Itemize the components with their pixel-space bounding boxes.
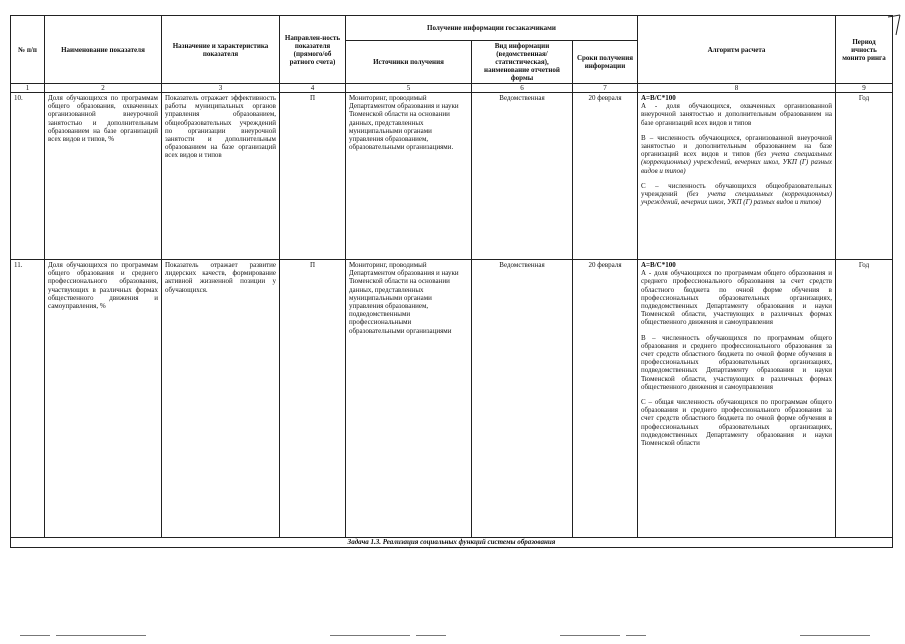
- column-number: 3: [162, 84, 280, 93]
- algorithm-b: [641, 134, 832, 175]
- indicator-direction: П: [280, 260, 346, 538]
- header-period: Период ичность монито ринга: [836, 16, 893, 84]
- column-number: 1: [11, 84, 45, 93]
- task-row: [11, 538, 893, 548]
- info-deadline: 20 февраля: [573, 93, 638, 260]
- indicator-purpose: Показатель отражает эффективность работы муниципальных органов управления образованием, общеобразовательных учреждений по организации внеурочной занятости и дополнительным образованием на базе организаций всех видов и типов: [162, 93, 280, 260]
- scan-artifact: [800, 626, 876, 634]
- column-number: 2: [45, 84, 162, 93]
- indicator-purpose: Показатель отражает развитие лидерских качеств, формирование активной жизненной позиции у обучающихся.: [162, 260, 280, 538]
- info-source: Мониторинг, проводимый Департаментом образования и науки Тюменской области на основании данных, представленных муниципальными органами управления образованием, подведомственными профессиональными образовательными организациями: [346, 260, 472, 538]
- algorithm-c: [641, 182, 832, 207]
- algorithm-c-note: (без учета специальных (коррекционных) учреждений, вечерних школ, УКП (Г) разных видов и типов): [641, 190, 832, 207]
- table-row: [11, 260, 893, 538]
- monitoring-period: Год: [836, 93, 893, 260]
- row-number: 10.: [11, 93, 45, 260]
- column-number: 7: [573, 84, 638, 93]
- header-purpose: Назначение и характеристика показателя: [162, 16, 280, 84]
- header-num: № п/п: [11, 16, 45, 84]
- info-type: Ведомственная: [472, 260, 573, 538]
- header-deadline: Сроки получения информации: [573, 41, 638, 84]
- column-number: 5: [346, 84, 472, 93]
- algorithm-a: А - доля обучающихся, охваченных организованной внеурочной занятостью и дополнительным образованием на базе организаций всех видов и типов: [641, 102, 832, 127]
- header-algorithm: Алгоритм расчета: [638, 16, 836, 84]
- header-info-group: Получение информации госзаказчиками: [346, 16, 638, 41]
- algorithm-c: С – общая численность обучающихся по программам общего образования и среднего профессионального образования за счет средств областного бюджета по очной форме обучения в профессиональных образовательных организациях, подведомственных Департаменту образования и науки Тюменской области: [641, 398, 832, 448]
- info-type: Ведомственная: [472, 93, 573, 260]
- calculation-algorithm: [638, 93, 836, 260]
- monitoring-period: Год: [836, 260, 893, 538]
- scan-artifact: [330, 626, 452, 634]
- algorithm-c-text: С – численность обучающихся общеобразовательных учреждений: [641, 181, 832, 199]
- info-source: Мониторинг, проводимый Департаментом образования и науки Тюменской области на основании данных, представленных муниципальными органами управления образованием, образовательными организациями.: [346, 93, 472, 260]
- table-row: [11, 93, 893, 260]
- column-number: 6: [472, 84, 573, 93]
- indicator-name: Доля обучающихся по программам общего образования и среднего профессионального образования, участвующих в различных формах общественного движения и самоуправления, %: [45, 260, 162, 538]
- header-info-type: Вид информации (ведомственная/ статистическая), наименование отчетной формы: [472, 41, 573, 84]
- algorithm-b: В – численность обучающихся по программам общего образования и среднего профессионального образования за счет средств областного бюджета по очной форме обучения в профессиональных образовательных организациях, подведомственных Департаменту образования и науки Тюменской области, участвующих в различных формах общественного движения и самоуправления: [641, 333, 832, 391]
- algorithm-a: А - доля обучающихся по программам общего образования и среднего профессионального образования за счет средств областного бюджета по очной форме обучения в профессиональных образовательных организациях, подведомственных Департаменту образования и науки Тюменской области, участвующих в различных формах общественного движения и самоуправления: [641, 269, 832, 327]
- header-source: Источники получения: [346, 41, 472, 84]
- column-number: 4: [280, 84, 346, 93]
- column-number: 8: [638, 84, 836, 93]
- header-name: Наименование показателя: [45, 16, 162, 84]
- info-deadline: 20 февраля: [573, 260, 638, 538]
- scan-artifact: [560, 626, 652, 634]
- calculation-algorithm: [638, 260, 836, 538]
- algorithm-b-text: В – численность обучающихся, организованной внеурочной занятостью и дополнительным образованием на базе организаций всех видов и типов: [641, 133, 832, 159]
- column-number-row: [11, 84, 893, 93]
- indicator-name: Доля обучающихся по программам общего образования, охваченных организованной внеурочной занятостью и дополнительным образованием на базе организаций всех видов и типов, %: [45, 93, 162, 260]
- indicator-direction: П: [280, 93, 346, 260]
- header-direction: Направлен-ность показателя (прямого/об ратного счета): [280, 16, 346, 84]
- header-row-1: [11, 16, 893, 41]
- column-number: 9: [836, 84, 893, 93]
- scan-artifact: [20, 626, 152, 634]
- indicators-table: [10, 15, 893, 548]
- formula: А=В/С*100: [641, 94, 676, 102]
- formula: А=В/С*100: [641, 261, 676, 269]
- row-number: 11.: [11, 260, 45, 538]
- algorithm-b-note: (без учета специальных (коррекционных) учреждений, вечерних школ, УКП (Г) разных видов и типов): [641, 150, 832, 175]
- task-title: Задача 1.3. Реализация социальных функций системы образования: [11, 538, 893, 548]
